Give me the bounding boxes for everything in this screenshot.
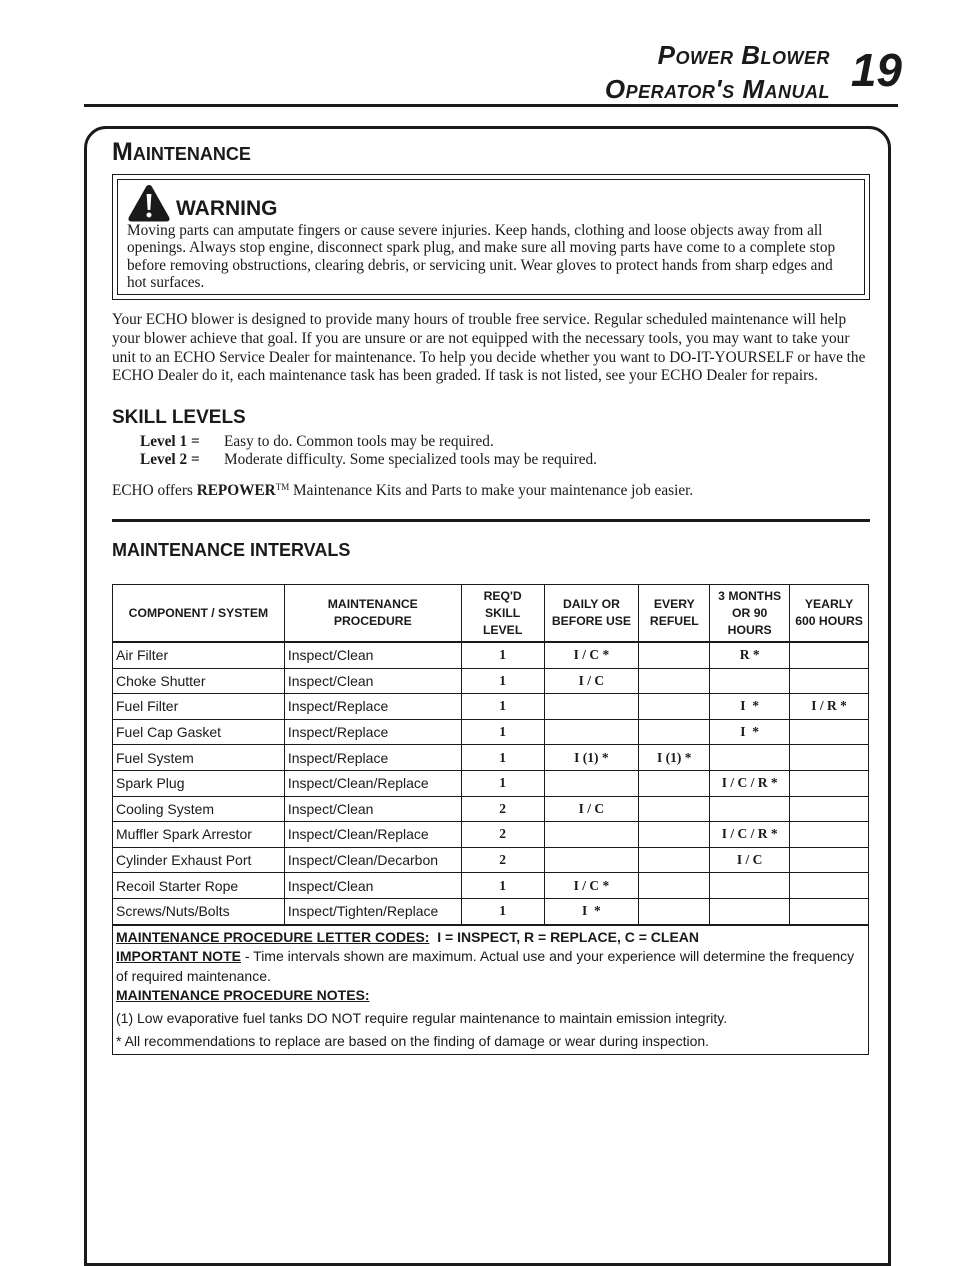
warning-text: Moving parts can amputate fingers or cause severe injuries. Keep hands, clothing and loose objects away from all openings. Always stop engine, disconnect spark plug, and make sure all moving parts have come to a complete stop before removing obstructions, clearing debris, or servicing unit. Wear gloves to protect hands from sharp edges and hot surfaces. bbox=[127, 222, 836, 292]
manual-title bbox=[605, 38, 830, 106]
cell-every-refuel: I (1) * bbox=[639, 745, 710, 771]
header-line: REFUEL bbox=[649, 614, 699, 628]
cell-yearly-600-hours bbox=[790, 719, 869, 745]
cell-yearly-600-hours bbox=[790, 668, 869, 694]
cell-three-months-90-hours: I / C / R * bbox=[710, 770, 790, 796]
cell-reqd-skill-level: 1 bbox=[461, 898, 544, 924]
cell-component-system: Choke Shutter bbox=[113, 668, 285, 694]
header-line: MAINTENANCE bbox=[327, 597, 418, 611]
cell-yearly-600-hours bbox=[790, 745, 869, 771]
header-line: OR 90 bbox=[732, 605, 768, 620]
warning-box bbox=[112, 174, 870, 300]
cell-three-months-90-hours bbox=[710, 796, 790, 822]
table-row bbox=[113, 847, 869, 873]
cell-reqd-skill-level: 1 bbox=[461, 873, 544, 899]
cell-maintenance-procedure: Inspect/Clean bbox=[284, 873, 461, 899]
maintenance-intervals-title: MAINTENANCE INTERVALS bbox=[112, 540, 351, 560]
skill-level-2 bbox=[140, 451, 597, 469]
cell-component-system: Fuel System bbox=[113, 745, 285, 771]
codes-text: I = INSPECT, R = REPLACE, C = CLEAN bbox=[437, 928, 700, 945]
cell-component-system: Fuel Cap Gasket bbox=[113, 719, 285, 745]
procedure-notes-label: MAINTENANCE PROCEDURE NOTES: bbox=[116, 987, 370, 1004]
cell-daily-or-before-use bbox=[544, 847, 639, 873]
cell-maintenance-procedure: Inspect/Clean/Replace bbox=[284, 822, 461, 848]
cell-maintenance-procedure: Inspect/Replace bbox=[284, 719, 461, 745]
cell-reqd-skill-level: 1 bbox=[461, 719, 544, 745]
cell-component-system: Recoil Starter Rope bbox=[113, 873, 285, 899]
cell-every-refuel bbox=[639, 719, 710, 745]
table-row bbox=[113, 719, 869, 745]
table-row bbox=[113, 668, 869, 694]
cell-reqd-skill-level: 2 bbox=[461, 796, 544, 822]
cell-three-months-90-hours bbox=[710, 898, 790, 924]
procedure-note-2: * All recommendations to replace are based on the finding of damage or wear during inspection. bbox=[116, 1032, 710, 1049]
cell-every-refuel bbox=[639, 668, 710, 694]
cell-every-refuel bbox=[639, 694, 710, 720]
header-maintenance-procedure bbox=[284, 585, 461, 643]
header-line: COMPONENT / SYSTEM bbox=[128, 605, 269, 620]
important-note-label: IMPORTANT NOTE bbox=[116, 948, 241, 965]
cell-maintenance-procedure: Inspect/Replace bbox=[284, 694, 461, 720]
cell-component-system: Cylinder Exhaust Port bbox=[113, 847, 285, 873]
repower-brand: REPOWER bbox=[196, 482, 276, 499]
header-yearly-600-hours bbox=[790, 585, 869, 643]
cell-three-months-90-hours: I / C / R * bbox=[710, 822, 790, 848]
cell-every-refuel bbox=[639, 822, 710, 848]
cell-every-refuel bbox=[639, 898, 710, 924]
header-daily-or-before-use bbox=[544, 585, 639, 643]
repower-tm: TM bbox=[275, 482, 290, 492]
cell-every-refuel bbox=[639, 642, 710, 668]
manual-title-line2: Operator's Manual bbox=[604, 74, 830, 104]
cell-yearly-600-hours bbox=[790, 770, 869, 796]
important-note-text: - Time intervals shown are maximum. Actual use and your experience will determine the frequency of required maintenance. bbox=[116, 948, 855, 984]
cell-every-refuel bbox=[639, 873, 710, 899]
cell-component-system: Muffler Spark Arrestor bbox=[113, 822, 285, 848]
header-line: 600 HOURS bbox=[795, 614, 863, 628]
cell-yearly-600-hours bbox=[790, 796, 869, 822]
header-line: EVERY bbox=[653, 597, 695, 611]
notes-cell bbox=[113, 925, 869, 1055]
cell-every-refuel bbox=[639, 847, 710, 873]
cell-maintenance-procedure: Inspect/Clean bbox=[284, 668, 461, 694]
manual-title-line1: Power Blower bbox=[657, 40, 830, 70]
cell-reqd-skill-level: 1 bbox=[461, 668, 544, 694]
header-three-months-90-hours bbox=[710, 585, 790, 643]
cell-component-system: Air Filter bbox=[113, 642, 285, 668]
cell-component-system: Fuel Filter bbox=[113, 694, 285, 720]
cell-three-months-90-hours: I / C bbox=[710, 847, 790, 873]
table-row bbox=[113, 796, 869, 822]
cell-three-months-90-hours bbox=[710, 745, 790, 771]
cell-daily-or-before-use: I / C * bbox=[544, 873, 639, 899]
cell-maintenance-procedure: Inspect/Tighten/Replace bbox=[284, 898, 461, 924]
header-rule bbox=[84, 104, 898, 107]
cell-yearly-600-hours bbox=[790, 847, 869, 873]
header-line: REQ'D bbox=[483, 588, 522, 603]
skill-level-1-text: Easy to do. Common tools may be required. bbox=[224, 433, 494, 450]
maintenance-intervals-table bbox=[112, 584, 869, 1055]
warning-title: WARNING bbox=[176, 197, 278, 220]
repower-note bbox=[112, 482, 693, 500]
cell-daily-or-before-use: I * bbox=[544, 898, 639, 924]
cell-three-months-90-hours bbox=[710, 668, 790, 694]
table-row bbox=[113, 694, 869, 720]
skill-level-1 bbox=[140, 433, 494, 451]
cell-reqd-skill-level: 1 bbox=[461, 745, 544, 771]
cell-component-system: Spark Plug bbox=[113, 770, 285, 796]
header-line: 3 MONTHS bbox=[718, 588, 782, 603]
cell-daily-or-before-use bbox=[544, 694, 639, 720]
cell-component-system: Screws/Nuts/Bolts bbox=[113, 898, 285, 924]
notes-row bbox=[113, 925, 869, 1055]
table-row bbox=[113, 745, 869, 771]
table-row bbox=[113, 642, 869, 668]
header-line: SKILL bbox=[485, 605, 521, 620]
procedure-note-1: (1) Low evaporative fuel tanks DO NOT require regular maintenance to maintain emission integrity. bbox=[116, 1009, 728, 1026]
header-line: LEVEL bbox=[482, 622, 523, 637]
table-row bbox=[113, 822, 869, 848]
cell-reqd-skill-level: 2 bbox=[461, 847, 544, 873]
table-row bbox=[113, 770, 869, 796]
cell-reqd-skill-level: 2 bbox=[461, 822, 544, 848]
codes-label: MAINTENANCE PROCEDURE LETTER CODES: bbox=[116, 928, 430, 945]
cell-yearly-600-hours bbox=[790, 898, 869, 924]
repower-post: Maintenance Kits and Parts to make your maintenance job easier. bbox=[289, 482, 694, 499]
header-line: YEARLY bbox=[804, 597, 854, 611]
cell-three-months-90-hours: I * bbox=[710, 719, 790, 745]
cell-daily-or-before-use: I / C * bbox=[544, 642, 639, 668]
table-header-row bbox=[113, 585, 869, 643]
cell-daily-or-before-use bbox=[544, 770, 639, 796]
cell-maintenance-procedure: Inspect/Clean/Replace bbox=[284, 770, 461, 796]
cell-component-system: Cooling System bbox=[113, 796, 285, 822]
skill-levels-title: SKILL LEVELS bbox=[112, 407, 246, 428]
header-reqd-skill-level bbox=[461, 585, 544, 643]
cell-three-months-90-hours: I * bbox=[710, 694, 790, 720]
cell-daily-or-before-use: I / C bbox=[544, 796, 639, 822]
warning-triangle-icon bbox=[127, 183, 171, 223]
table-row bbox=[113, 873, 869, 899]
header-component-system bbox=[113, 585, 285, 643]
table-row bbox=[113, 898, 869, 924]
cell-yearly-600-hours bbox=[790, 873, 869, 899]
header-line: BEFORE USE bbox=[551, 614, 632, 628]
cell-reqd-skill-level: 1 bbox=[461, 770, 544, 796]
header-every-refuel bbox=[639, 585, 710, 643]
cell-yearly-600-hours bbox=[790, 822, 869, 848]
header-line: PROCEDURE bbox=[333, 614, 412, 628]
skill-level-2-label: Level 2 = bbox=[140, 451, 200, 468]
cell-yearly-600-hours: I / R * bbox=[790, 694, 869, 720]
cell-maintenance-procedure: Inspect/Replace bbox=[284, 745, 461, 771]
cell-every-refuel bbox=[639, 770, 710, 796]
header-line: DAILY OR bbox=[562, 597, 620, 611]
table-body bbox=[113, 642, 869, 925]
page-number: 19 bbox=[850, 44, 902, 96]
intro-paragraph: Your ECHO blower is designed to provide many hours of trouble free service. Regular scheduled maintenance will help your blower achieve that goal. If you are unsure or are not equipped with the necessary tools, you may want to take your unit to an ECHO Service Dealer for maintenance. To help you decide whether you want to DO-IT-YOURSELF or have the ECHO Dealer do it, each maintenance task has been graded. If task is not listed, see your ECHO Dealer for repairs. bbox=[112, 311, 866, 385]
skill-level-2-text: Moderate difficulty. Some specialized tools may be required. bbox=[224, 451, 597, 468]
section-title: Maintenance bbox=[112, 138, 251, 166]
cell-maintenance-procedure: Inspect/Clean/Decarbon bbox=[284, 847, 461, 873]
warning-box-inner bbox=[117, 179, 865, 295]
cell-maintenance-procedure: Inspect/Clean bbox=[284, 796, 461, 822]
cell-daily-or-before-use: I / C bbox=[544, 668, 639, 694]
cell-reqd-skill-level: 1 bbox=[461, 642, 544, 668]
cell-daily-or-before-use bbox=[544, 719, 639, 745]
cell-yearly-600-hours bbox=[790, 642, 869, 668]
cell-three-months-90-hours bbox=[710, 873, 790, 899]
repower-pre: ECHO offers bbox=[112, 482, 197, 499]
section-divider bbox=[112, 519, 870, 522]
skill-level-1-label: Level 1 = bbox=[140, 433, 200, 450]
header-line: HOURS bbox=[727, 622, 772, 637]
cell-maintenance-procedure: Inspect/Clean bbox=[284, 642, 461, 668]
cell-daily-or-before-use bbox=[544, 822, 639, 848]
cell-reqd-skill-level: 1 bbox=[461, 694, 544, 720]
cell-every-refuel bbox=[639, 796, 710, 822]
cell-daily-or-before-use: I (1) * bbox=[544, 745, 639, 771]
cell-three-months-90-hours: R * bbox=[710, 642, 790, 668]
